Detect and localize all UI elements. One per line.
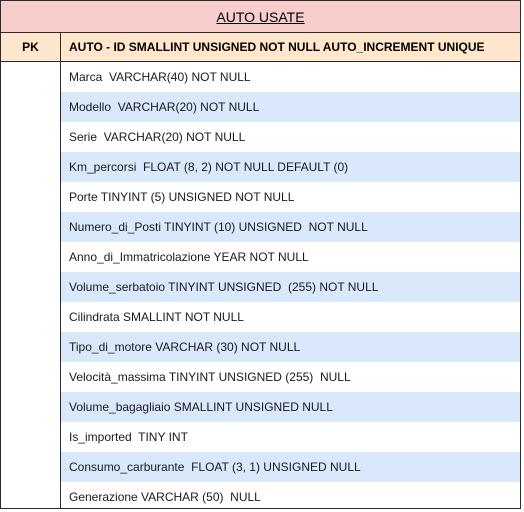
field-row-numero-di-posti[interactable]: Numero_di_Posti TINYINT (10) UNSIGNED NOT NULL — [61, 212, 520, 242]
field-row-anno-di-immatricolazione[interactable]: Anno_di_Immatricolazione YEAR NOT NULL — [69, 250, 309, 264]
field-row-marca[interactable]: Marca VARCHAR(40) NOT NULL — [69, 70, 251, 84]
field-list — [61, 62, 520, 512]
key-column — [1, 62, 61, 508]
field-row-is-imported[interactable]: Is_imported TINY INT — [69, 430, 188, 444]
field-row-velocita-massima[interactable]: Velocità_massima TINYINT UNSIGNED (255) NULL — [69, 370, 351, 384]
field-row-tipo-di-motore[interactable]: Tipo_di_motore VARCHAR (30) NOT NULL — [61, 332, 520, 362]
field-row-modello[interactable]: Modello VARCHAR(20) NOT NULL — [61, 92, 520, 122]
entity-title: AUTO USATE — [216, 8, 305, 25]
field-row-consumo-carburante[interactable]: Consumo_carburante FLOAT (3, 1) UNSIGNED NULL — [61, 452, 520, 482]
field-row-volume-bagagliaio[interactable]: Volume_bagagliaio SMALLINT UNSIGNED NULL — [61, 392, 520, 422]
primary-key-row[interactable] — [1, 33, 520, 62]
field-row-generazione[interactable]: Generazione VARCHAR (50) NULL — [69, 490, 261, 504]
field-row-volume-serbatoio[interactable]: Volume_serbatoio TINYINT UNSIGNED (255) NOT NULL — [61, 272, 520, 302]
field-row-cilindrata[interactable]: Cilindrata SMALLINT NOT NULL — [69, 310, 244, 324]
field-row-serie[interactable]: Serie VARCHAR(20) NOT NULL — [69, 130, 246, 144]
field-row-porte[interactable]: Porte TINYINT (5) UNSIGNED NOT NULL — [69, 190, 295, 204]
entity-header[interactable] — [1, 1, 520, 33]
pk-label: PK — [1, 33, 61, 61]
pk-field: AUTO - ID SMALLINT UNSIGNED NOT NULL AUTO_INCREMENT UNIQUE — [69, 40, 485, 54]
field-row-km-percorsi[interactable]: Km_percorsi FLOAT (8, 2) NOT NULL DEFAULT (0) — [61, 152, 520, 182]
